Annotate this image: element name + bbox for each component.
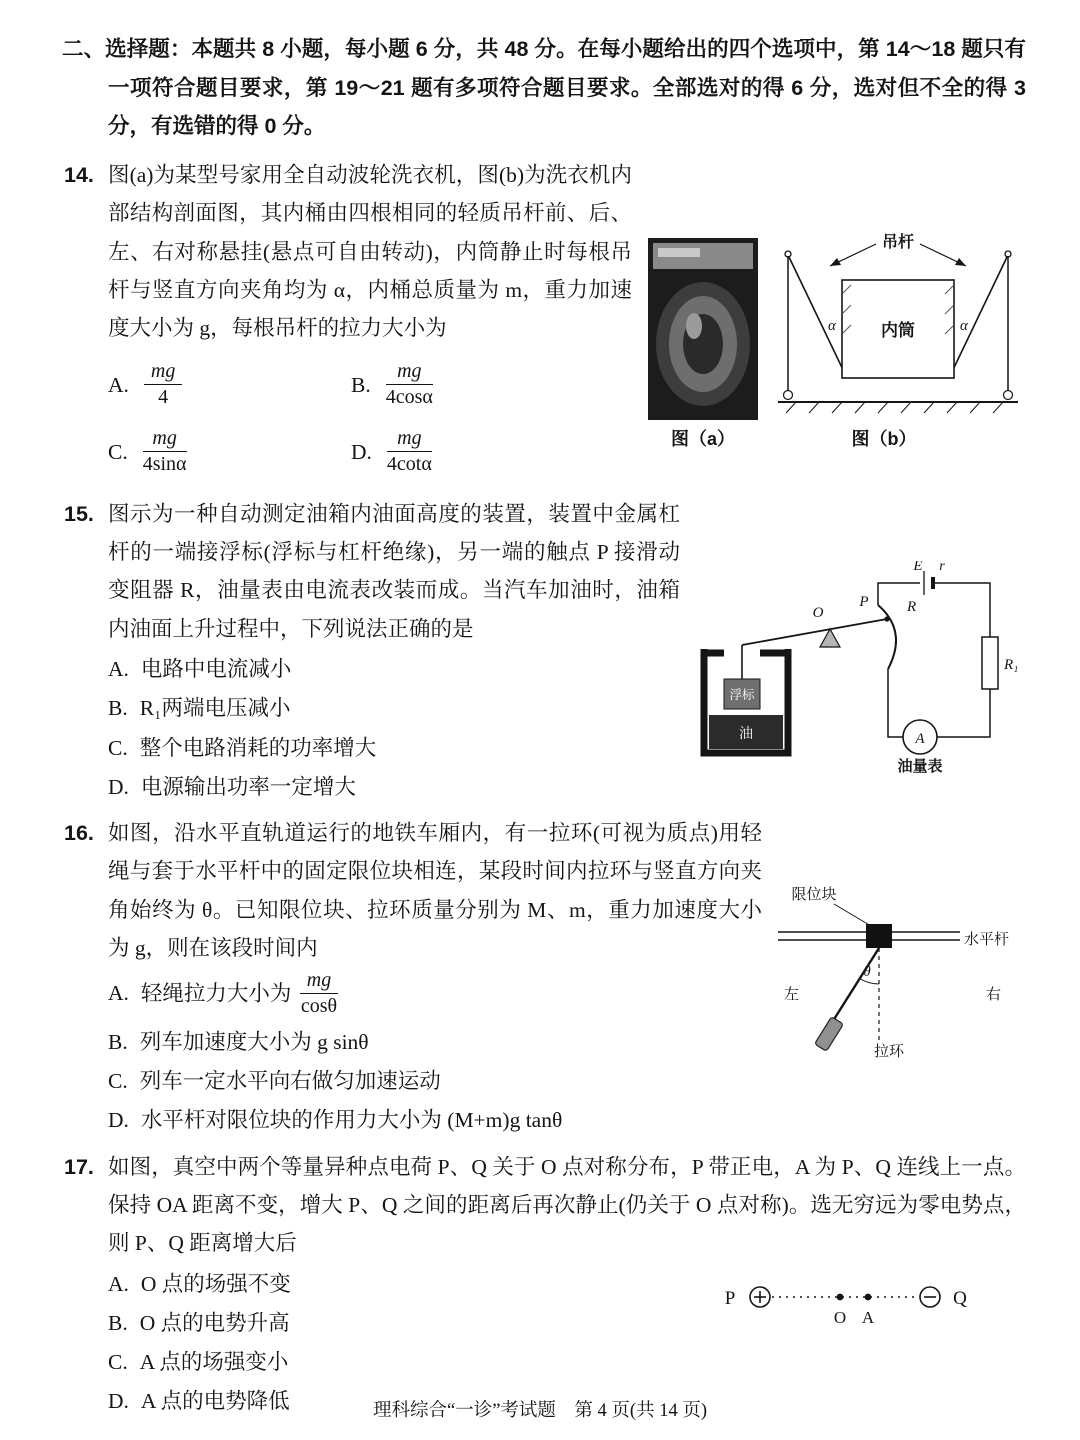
subway-handle-diagram [774,884,1026,1068]
rod-label: 吊杆 [881,234,915,252]
question-15 [62,495,1026,806]
question-14-number: 14. [64,163,94,188]
option-15-C: C. 整个电路消耗的功率增大 [108,735,377,760]
left-rod [789,257,846,376]
pull-ring [815,1017,844,1052]
option-14-B [351,360,576,413]
lever [742,619,887,645]
option-16-A-fraction: $\frac{mg}{\cos\theta}$ [300,969,338,1017]
internal-resistance-label: r [939,560,945,574]
page-footer: 理科综合“一诊”考试题 第 4 页(共 14 页) [373,1401,707,1421]
alpha-right-label: α [960,318,968,335]
figure-14-captions [648,423,1026,455]
option-16-A: A. 轻绳拉力大小为 $\frac{mg}{\cos\theta}$ [108,969,338,1017]
charge-P-label: P [724,1287,736,1309]
option-17-C: C. A 点的场强变小 [108,1350,289,1375]
right-rod [950,257,1007,376]
option-17-D: D. A 点的电势降低 [108,1389,290,1414]
question-16-stem-text: 如图，沿水平直轨道运行的地铁车厢内，有一拉环(可视为质点)用轻绳与套于水平杆中的固定限位块相连，某段时间内拉环与竖直方向夹角始终为 θ。已知限位块、拉环质量分别为 M、m，重力加速度大小为 g，则在该段时间内 [108,821,762,960]
ring-label: 拉环 [874,1044,905,1061]
limit-block [866,924,892,948]
question-14-stem-text: 图(a)为某型号家用全自动波轮洗衣机，图(b)为洗衣机内部结构剖面图，其内桶由四根相同的轻质吊杆前、后、左、右对称悬挂(悬点可自由转动)，内筒静止时每根吊杆与竖直方向夹角均为 α，内桶总质量为 m，重力加速度大小为 g，每根吊杆的拉力大小为 [108,163,632,341]
option-14-D-label: D. [351,439,372,464]
option-14-C-fraction: $\frac{mg}{4\sin\alpha}$ [142,427,187,475]
washing-machine-diagram [772,230,1024,420]
option-14-A [108,360,333,413]
option-16-D: D. 水平杆对限位块的作用力大小为 (M+m)g tanθ [108,1108,563,1133]
option-14-D-fraction: $\frac{mg}{4\cot\alpha}$ [386,427,432,475]
tub-label: 内筒 [881,321,915,341]
charge-Q-label: Q [953,1287,967,1309]
section-header: 二、选择题：本题共 8 小题，每小题 6 分，共 48 分。在每小题给出的四个选项中，第 14～18 题只有一项符合题目要求，第 19～21 题有多项符合题目要求。全部选对的得 6 分，选对但不全的得 3 分，有选错的得 0 分。 [62,37,1026,139]
point-O-dot [837,1293,844,1300]
fuel-gauge-circuit-diagram [692,561,1026,775]
question-17-stem [108,1148,1026,1263]
oil-label: 油 [739,726,753,742]
rheostat-label: R [907,598,917,615]
limit-block-label: 限位块 [791,887,837,904]
question-17-number: 17. [64,1154,94,1179]
option-17-B: B. O 点的电势升高 [108,1310,290,1335]
bar-label: 水平杆 [964,932,1010,949]
washing-machine-photo [648,238,758,420]
option-17-A: A. O 点的场强不变 [108,1271,291,1296]
option-14-B-label: B. [351,372,371,397]
question-16-number: 16. [64,821,94,846]
option-14-B-fraction: $\frac{mg}{4\cos\alpha}$ [385,360,433,408]
float-label: 浮标 [729,687,755,702]
question-17-stem-text: 如图，真空中两个等量异种点电荷 P、Q 关于 O 点对称分布，P 带正电，A 为 P、Q 连线上一点。保持 OA 距离不变，增大 P、Q 之间的距离后再次静止(仍关于 O 点对称)。选无穷远为零电势点，则 P、Q 距离增大后 [108,1154,1026,1256]
fuel-meter-label: 油量表 [897,757,943,775]
ground-hatching [786,402,1003,413]
question-17 [62,1148,1026,1421]
resistor-R1-label: R₁ [1004,656,1019,673]
question-15-number: 15. [64,501,94,526]
figure-16-container [774,884,1026,1068]
option-14-A-label: A. [108,372,129,397]
point-O-label: O [833,1307,847,1327]
option-15-B: B. R₁两端电压减小 [108,696,291,721]
contact-label: P [859,593,869,610]
option-16-B: B. 列车加速度大小为 g sinθ [108,1029,369,1054]
question-15-stem-text: 图示为一种自动测定油箱内油面高度的装置，装置中金属杠杆的一端接浮标(浮标与杠杆绝缘)，另一端的触点 P 接滑动变阻器 R，油量表由电流表改装而成。当汽车加油时，油箱内油面上升过程中，下列说法正确的是 [108,501,680,641]
point-charges-diagram [720,1271,992,1329]
alpha-left-label: α [828,318,836,335]
left-label: 左 [784,987,800,1004]
option-14-C [108,427,333,480]
ammeter-label: A [915,730,925,747]
figure-14b-caption: 图（b） [851,429,917,450]
figure-17-container [720,1271,992,1329]
emf-label: E [913,560,923,574]
resistor-R1 [982,637,998,689]
point-A-label: A [861,1307,875,1327]
option-15-D: D. 电源输出功率一定增大 [108,774,356,799]
option-14-A-fraction: $\frac{mg}{4}$ [144,360,182,408]
figure-14-images [648,230,1026,420]
pivot-support [820,629,840,647]
question-16 [62,814,1026,1140]
option-14-C-label: C. [108,439,128,464]
figure-14a-caption: 图（a） [670,429,735,450]
figure-15-container [692,561,1026,775]
question-14 [62,156,1026,487]
option-15-A: A. 电路中电流减小 [108,657,292,682]
rheostat-arc [878,605,896,669]
figure-14-container [648,230,1026,455]
option-14-D [351,427,576,480]
point-A-dot [865,1293,872,1300]
pivot-label: O [812,604,824,621]
right-label: 右 [986,987,1002,1004]
option-16-C: C. 列车一定水平向右做匀加速运动 [108,1069,441,1094]
theta-label: θ [863,964,871,981]
